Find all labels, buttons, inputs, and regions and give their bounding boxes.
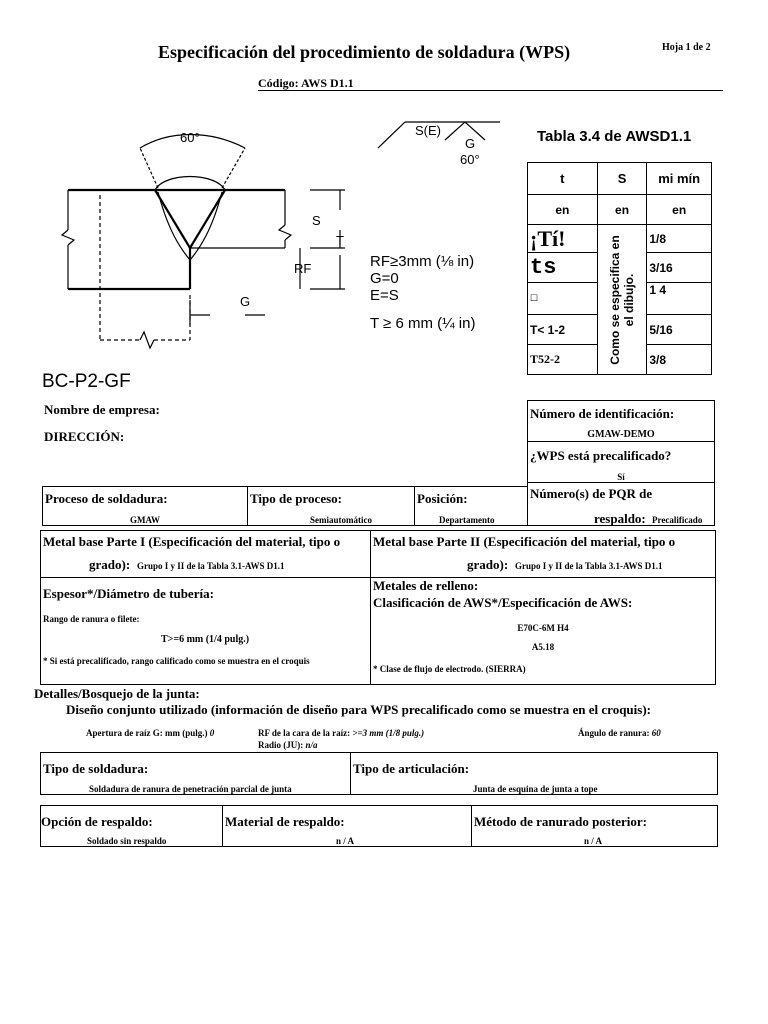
table34-header-s: S xyxy=(597,163,647,195)
code-label: Código: AWS D1.1 xyxy=(258,76,354,90)
backing-option-value: Soldado sin respaldo xyxy=(87,836,167,846)
joint-diagram xyxy=(40,100,525,400)
pqr-label: Número(s) de PQR de xyxy=(530,486,653,501)
id-box xyxy=(527,400,715,442)
base-metal-1-box xyxy=(40,530,371,578)
base-metal-1-label-2: grado): xyxy=(89,557,131,572)
table34-min-row4: 5/16 xyxy=(647,315,712,345)
backing-material-box xyxy=(222,805,472,847)
dim-rf: RF xyxy=(294,261,312,276)
table34-header-t: t xyxy=(528,163,598,195)
weld-type-label: Tipo de soldadura: xyxy=(43,761,149,776)
note-g: G=0 xyxy=(370,270,399,287)
thickness-label: Espesor*/Diámetro de tubería: xyxy=(43,586,214,601)
symbol-g: G xyxy=(465,136,476,151)
process-type-box xyxy=(247,486,415,526)
root-opening-label: Apertura de raíz G: mm (pulg.) xyxy=(86,728,208,738)
rf-value: >=3 mm (1/8 pulg.) xyxy=(352,728,425,738)
thickness-box xyxy=(40,577,371,685)
dim-t: T xyxy=(336,233,344,248)
joint-type-box xyxy=(350,752,718,795)
table34-t-row4: T< 1-2 xyxy=(528,315,598,345)
backing-material-value: n / A xyxy=(336,836,355,846)
rf-root-face xyxy=(258,728,424,738)
table34-min-row5: 3/8 xyxy=(647,345,712,375)
base-metal-2-value: Grupo I y II de la Tabla 3.1-AWS D1.1 xyxy=(515,561,663,571)
prequal-value: Sí xyxy=(617,472,625,482)
root-opening-value: 0 xyxy=(209,728,215,738)
page-title: Especificación del procedimiento de soldadura (WPS) xyxy=(158,42,571,62)
back-gouging-label: Método de ranurado posterior: xyxy=(474,814,647,829)
table34-t-row3: ☐ xyxy=(528,283,598,315)
radius-value: n/a xyxy=(305,740,318,750)
filler-note: * Clase de flujo de electrodo. (SIERRA) xyxy=(373,664,526,674)
thickness-range-value: T>=6 mm (1/4 pulg.) xyxy=(161,634,250,645)
joint-design-label: Diseño conjunto utilizado (información de diseño para WPS precalificado como se muestra en el croquis): xyxy=(66,702,651,717)
id-value: GMAW-DEMO xyxy=(587,429,655,440)
filler-label: Metales de relleno: xyxy=(373,578,479,593)
prequal-box xyxy=(527,441,715,483)
page-number: Hoja 1 de 2 xyxy=(662,42,711,53)
table34-unit-s: en xyxy=(597,195,647,225)
position-label: Posición: xyxy=(417,491,468,506)
company-name-label: Nombre de empresa: xyxy=(44,402,160,417)
table34-t-row2: ts xyxy=(528,253,598,283)
note-t: T ≥ 6 mm (¼ in) xyxy=(370,315,476,332)
groove-angle-label: 60° xyxy=(180,130,200,145)
table34-title: Tabla 3.4 de AWSD1.1 xyxy=(537,128,692,145)
weld-type-box xyxy=(40,752,351,795)
rf-label: RF de la cara de la raíz: xyxy=(258,728,351,738)
thickness-range-label: Rango de ranura o filete: xyxy=(43,614,140,624)
radius xyxy=(258,740,318,750)
table34-s-vertical: Como se especifica en el dibujo. xyxy=(608,234,637,365)
root-opening xyxy=(86,728,214,738)
groove-angle-label-field: Ángulo de ranura: xyxy=(578,728,650,738)
table34-unit-min: en xyxy=(647,195,712,225)
process-value: GMAW xyxy=(130,515,160,525)
address-label: DIRECCIÓN: xyxy=(44,429,125,444)
pqr-box xyxy=(527,482,715,526)
backing-material-label: Material de respaldo: xyxy=(225,814,345,829)
filler-classification: E70C-6M H4 xyxy=(517,623,569,633)
pqr-label-2: respaldo: xyxy=(594,511,646,526)
back-gouging-value: n / A xyxy=(584,836,603,846)
radius-label: Radio (JU): xyxy=(258,740,304,750)
joint-type-value: Junta de esquina de junta a tope xyxy=(473,784,598,794)
dim-g: G xyxy=(240,294,251,309)
table34-min-row1: 1/8 xyxy=(647,225,712,253)
process-type-label: Tipo de proceso: xyxy=(250,491,342,506)
base-metal-1-value: Grupo I y II de la Tabla 3.1-AWS D1.1 xyxy=(137,561,285,571)
groove-angle xyxy=(578,728,661,738)
note-rf: RF≥3mm (⅛ in) xyxy=(370,253,475,270)
back-gouging-box xyxy=(471,805,718,847)
table34-s-merged xyxy=(597,225,647,375)
weld-type-value: Soldadura de ranura de penetración parcial de junta xyxy=(89,784,292,794)
process-box xyxy=(42,486,248,526)
base-metal-2-box xyxy=(370,530,716,578)
process-type-value: Semiautomático xyxy=(310,515,372,525)
thickness-note: * Si está precalificado, rango calificado como se muestra en el croquis xyxy=(43,656,310,666)
table34-unit-t: en xyxy=(528,195,598,225)
groove-angle-value: 60 xyxy=(651,728,661,738)
table34-t-row5: T52-2 xyxy=(528,345,598,375)
position-value: Departamento xyxy=(439,515,495,525)
prequal-label: ¿WPS está precalificado? xyxy=(530,448,672,463)
backing-option-box xyxy=(40,805,223,847)
joint-details-label: Detalles/Bosquejo de la junta: xyxy=(34,686,200,701)
table34 xyxy=(527,162,712,375)
symbol-angle: 60° xyxy=(460,152,480,167)
table34-header-min: mi mín xyxy=(647,163,712,195)
joint-name: BC-P2-GF xyxy=(42,371,131,392)
process-label: Proceso de soldadura: xyxy=(45,491,168,506)
id-label: Número de identificación: xyxy=(530,406,675,421)
filler-spec: A5.18 xyxy=(531,642,555,652)
header-rule xyxy=(258,90,723,91)
position-box xyxy=(414,486,528,526)
table34-min-row2: 3/16 xyxy=(647,253,712,283)
backing-option-label: Opción de respaldo: xyxy=(41,814,153,829)
symbol-se: S(E) xyxy=(415,123,441,138)
table34-min-row3: 1 4 xyxy=(647,283,712,315)
dim-s: S xyxy=(312,213,321,228)
base-metal-2-label-2: grado): xyxy=(467,557,509,572)
table34-t-row1: ¡Tí! xyxy=(528,225,598,253)
pqr-value: Precalificado xyxy=(652,515,703,525)
filler-box xyxy=(370,577,716,685)
joint-type-label: Tipo de articulación: xyxy=(353,761,470,776)
base-metal-1-label: Metal base Parte I (Especificación del material, tipo o xyxy=(43,534,341,549)
note-e: E=S xyxy=(370,287,399,304)
filler-classification-label: Clasificación de AWS*/Especificación de AWS: xyxy=(373,595,633,610)
base-metal-2-label: Metal base Parte II (Especificación del material, tipo o xyxy=(373,534,676,549)
